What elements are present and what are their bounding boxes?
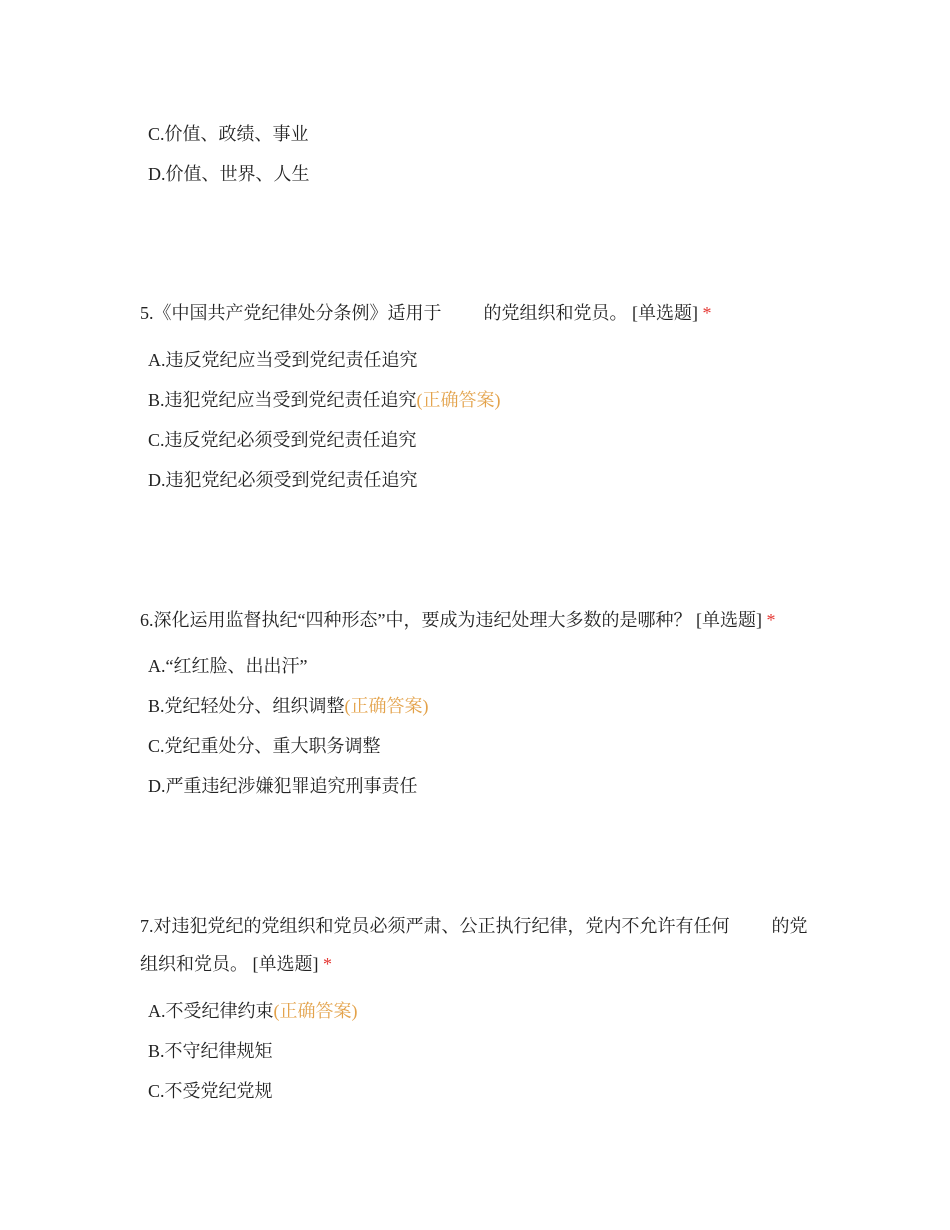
question-text: 5.《中国共产党纪律处分条例》适用于 [140,303,442,323]
option-text: C.违反党纪必须受到党纪责任追究 [148,430,417,450]
q4-option-d[interactable] [148,162,310,186]
question-text-tail: 的党组织和党员。 [483,303,628,323]
required-mark: * [702,303,712,323]
option-text: C.价值、政绩、事业 [148,124,309,144]
question-7-title [140,907,820,983]
option-text: B.不守纪律规矩 [148,1041,273,1061]
question-text: 6.深化运用监督执纪“四种形态”中，要成为违纪处理大多数的是哪种？ [140,610,692,630]
correct-answer-tag: (正确答案) [416,390,501,410]
option-text: A.“红红脸、出出汗” [148,656,308,676]
q6-option-a[interactable] [148,654,307,678]
q5-option-c[interactable] [148,428,417,452]
correct-answer-tag: (正确答案) [273,1001,358,1021]
q6-option-c[interactable] [148,734,381,758]
q5-option-b[interactable] [148,388,501,412]
option-text: A.违反党纪应当受到党纪责任追究 [148,350,418,370]
question-6-title [140,601,820,639]
question-5-title [140,294,820,332]
question-text-tail: 的党组织和党员。 [140,916,808,974]
option-text: B.党纪轻处分、组织调整 [148,696,345,716]
option-text: C.党纪重处分、重大职务调整 [148,736,381,756]
option-text: D.违犯党纪必须受到党纪责任追究 [148,470,418,490]
q6-option-d[interactable] [148,774,418,798]
q4-option-c[interactable] [148,122,309,146]
q5-option-d[interactable] [148,468,418,492]
question-type-label: [单选题] [695,610,762,630]
option-text: C.不受党纪党规 [148,1081,273,1101]
question-type-label: [单选题] [632,303,698,323]
required-mark: * [323,954,332,974]
required-mark: * [766,610,776,630]
q7-option-b[interactable] [148,1039,273,1063]
option-text: D.价值、世界、人生 [148,164,310,184]
question-type-label: [单选题] [252,954,319,974]
option-text: A.不受纪律约束 [148,1001,274,1021]
q7-option-c[interactable] [148,1079,273,1103]
option-text: B.违犯党纪应当受到党纪责任追究 [148,390,417,410]
option-text: D.严重违纪涉嫌犯罪追究刑事责任 [148,776,418,796]
q5-option-a[interactable] [148,348,418,372]
q6-option-b[interactable] [148,694,429,718]
question-text: 7.对违犯党纪的党组织和党员必须严肃、公正执行纪律，党内不允许有任何 [140,916,730,936]
q7-option-a[interactable] [148,999,358,1023]
correct-answer-tag: (正确答案) [344,696,429,716]
